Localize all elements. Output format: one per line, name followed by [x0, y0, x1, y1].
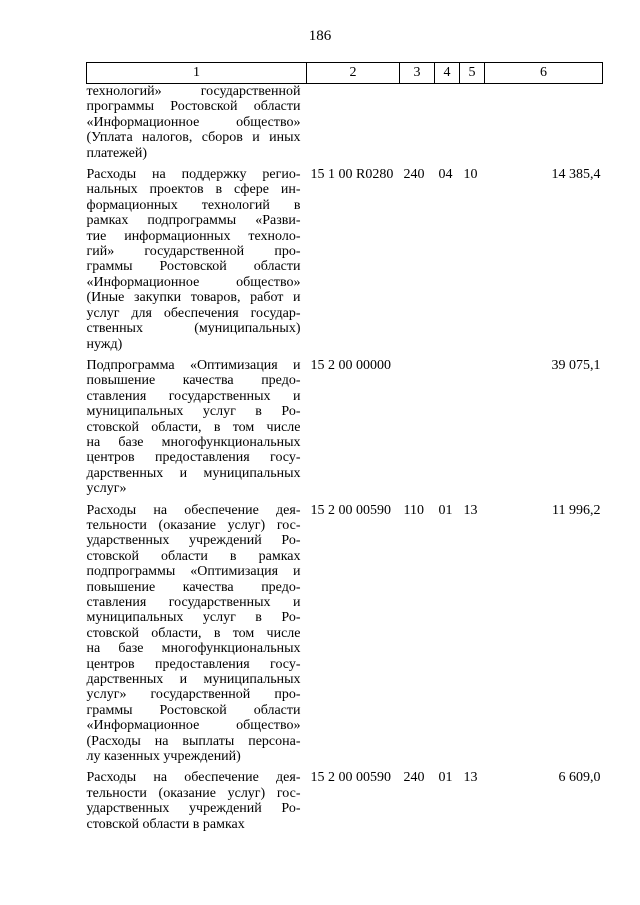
description-line: нальных проектов в сфере ин-: [86, 182, 301, 198]
description-line: ственных (муниципальных): [86, 321, 301, 337]
description-line: повышение качества предо-: [86, 373, 301, 389]
description-line: повышение качества предо-: [86, 579, 301, 595]
description-line: на базе многофункциональных: [86, 434, 301, 450]
row-description: [87, 84, 307, 162]
description-line: граммы Ростовской области: [86, 702, 301, 718]
description-line: ударственных учреждений Ро-: [86, 801, 301, 817]
row-section: [435, 84, 460, 162]
row-expense-type: 110: [403, 502, 424, 518]
description-line: услуг для обеспечения государ-: [86, 305, 301, 321]
row-description: [87, 167, 307, 352]
description-line: рамках подпрограммы «Разви-: [86, 213, 301, 229]
row-expense-type: 240: [403, 770, 425, 786]
description-line: услуг»: [86, 481, 127, 497]
description-line: услуг» государственной про-: [86, 687, 301, 703]
description-line: платежей): [86, 145, 148, 161]
description-line: (Расходы на выплаты персона-: [86, 733, 301, 749]
row-target-code: [307, 84, 400, 162]
description-line: гий» государственной про-: [86, 244, 301, 260]
table-header: [87, 63, 603, 84]
description-line: технологий» государственной: [86, 84, 301, 99]
description-line: формационных технологий в: [86, 197, 301, 213]
row-description: [87, 503, 307, 765]
row-subsection: [460, 84, 485, 162]
column-header-amount: 6: [485, 63, 603, 84]
row-expense-type: [400, 358, 435, 497]
row-section: 04: [438, 167, 453, 183]
description-line: центров предоставления госу-: [86, 450, 301, 466]
column-header-code: 2: [307, 63, 400, 84]
row-amount: 6 609,0: [558, 770, 601, 786]
table-body: [87, 84, 603, 833]
row-amount: [485, 84, 603, 162]
description-line: муниципальных услуг в Ро-: [86, 404, 301, 420]
row-section: 01: [438, 770, 453, 786]
description-line: муниципальных услуг в Ро-: [86, 610, 301, 626]
description-line: тельности (оказание услуг) гос-: [86, 785, 301, 801]
description-line: лу казенных учреждений): [86, 749, 241, 765]
table-row: [87, 167, 603, 352]
table-row: [87, 770, 603, 832]
page-number: 186: [308, 28, 332, 44]
row-amount: 14 385,4: [551, 167, 601, 183]
description-line: «Информационное общество»: [86, 718, 301, 734]
row-amount: 39 075,1: [551, 357, 601, 373]
description-line: (Уплата налогов, сборов и иных: [86, 130, 301, 146]
row-subsection: 10: [463, 167, 478, 183]
description-line: ударственных учреждений Ро-: [86, 533, 301, 549]
description-line: подпрограммы «Оптимизация и: [86, 564, 301, 580]
table-row: [87, 84, 603, 162]
table-row: [87, 358, 603, 497]
column-header-vr: 3: [400, 63, 435, 84]
row-subsection: [460, 358, 485, 497]
description-line: Подпрограмма «Оптимизация и: [86, 357, 301, 373]
description-line: стовской области в рамках: [86, 548, 301, 564]
description-line: на базе многофункциональных: [86, 641, 301, 657]
description-line: Расходы на обеспечение дея-: [86, 502, 301, 518]
description-line: «Информационное общество»: [86, 274, 301, 290]
description-line: (Иные закупки товаров, работ и: [86, 290, 301, 306]
description-line: ставления государственных и: [86, 388, 301, 404]
description-line: стовской области, в том числе: [86, 625, 301, 641]
description-line: стовской области, в том числе: [86, 419, 301, 435]
row-target-code: 15 2 00 00590: [310, 502, 391, 518]
row-section: 01: [438, 502, 453, 518]
description-line: стовской области в рамках: [86, 816, 245, 832]
description-line: центров предоставления госу-: [86, 656, 301, 672]
description-line: Расходы на обеспечение дея-: [86, 770, 301, 786]
description-line: дарственных и муниципальных: [86, 465, 301, 481]
row-subsection: 13: [463, 502, 478, 518]
row-subsection: 13: [463, 770, 478, 786]
header-row: [87, 63, 603, 84]
description-line: тельности (оказание услуг) гос-: [86, 517, 301, 533]
description-line: тие информационных техноло-: [86, 228, 301, 244]
row-section: [435, 358, 460, 497]
row-target-code: 15 2 00 00590: [310, 770, 391, 786]
description-line: граммы Ростовской области: [86, 259, 301, 275]
description-line: нужд): [86, 336, 123, 352]
row-amount: 11 996,2: [552, 502, 601, 518]
column-header-rz: 4: [435, 63, 460, 84]
description-line: «Информационное общество»: [86, 114, 301, 130]
column-header-name: 1: [87, 63, 307, 84]
description-line: программы Ростовской области: [86, 99, 301, 115]
column-header-pr: 5: [460, 63, 485, 84]
description-line: ставления государственных и: [86, 595, 301, 610]
row-target-code: 15 2 00 00000: [310, 357, 391, 373]
budget-table: [86, 62, 603, 832]
description-line: дарственных и муниципальных: [86, 672, 301, 688]
row-target-code: 15 1 00 R0280: [310, 167, 394, 183]
table-row: [87, 503, 603, 765]
row-expense-type: [400, 84, 435, 162]
row-expense-type: 240: [403, 167, 425, 183]
row-description: [87, 358, 307, 497]
row-description: [87, 770, 307, 832]
description-line: Расходы на поддержку регио-: [86, 167, 301, 183]
